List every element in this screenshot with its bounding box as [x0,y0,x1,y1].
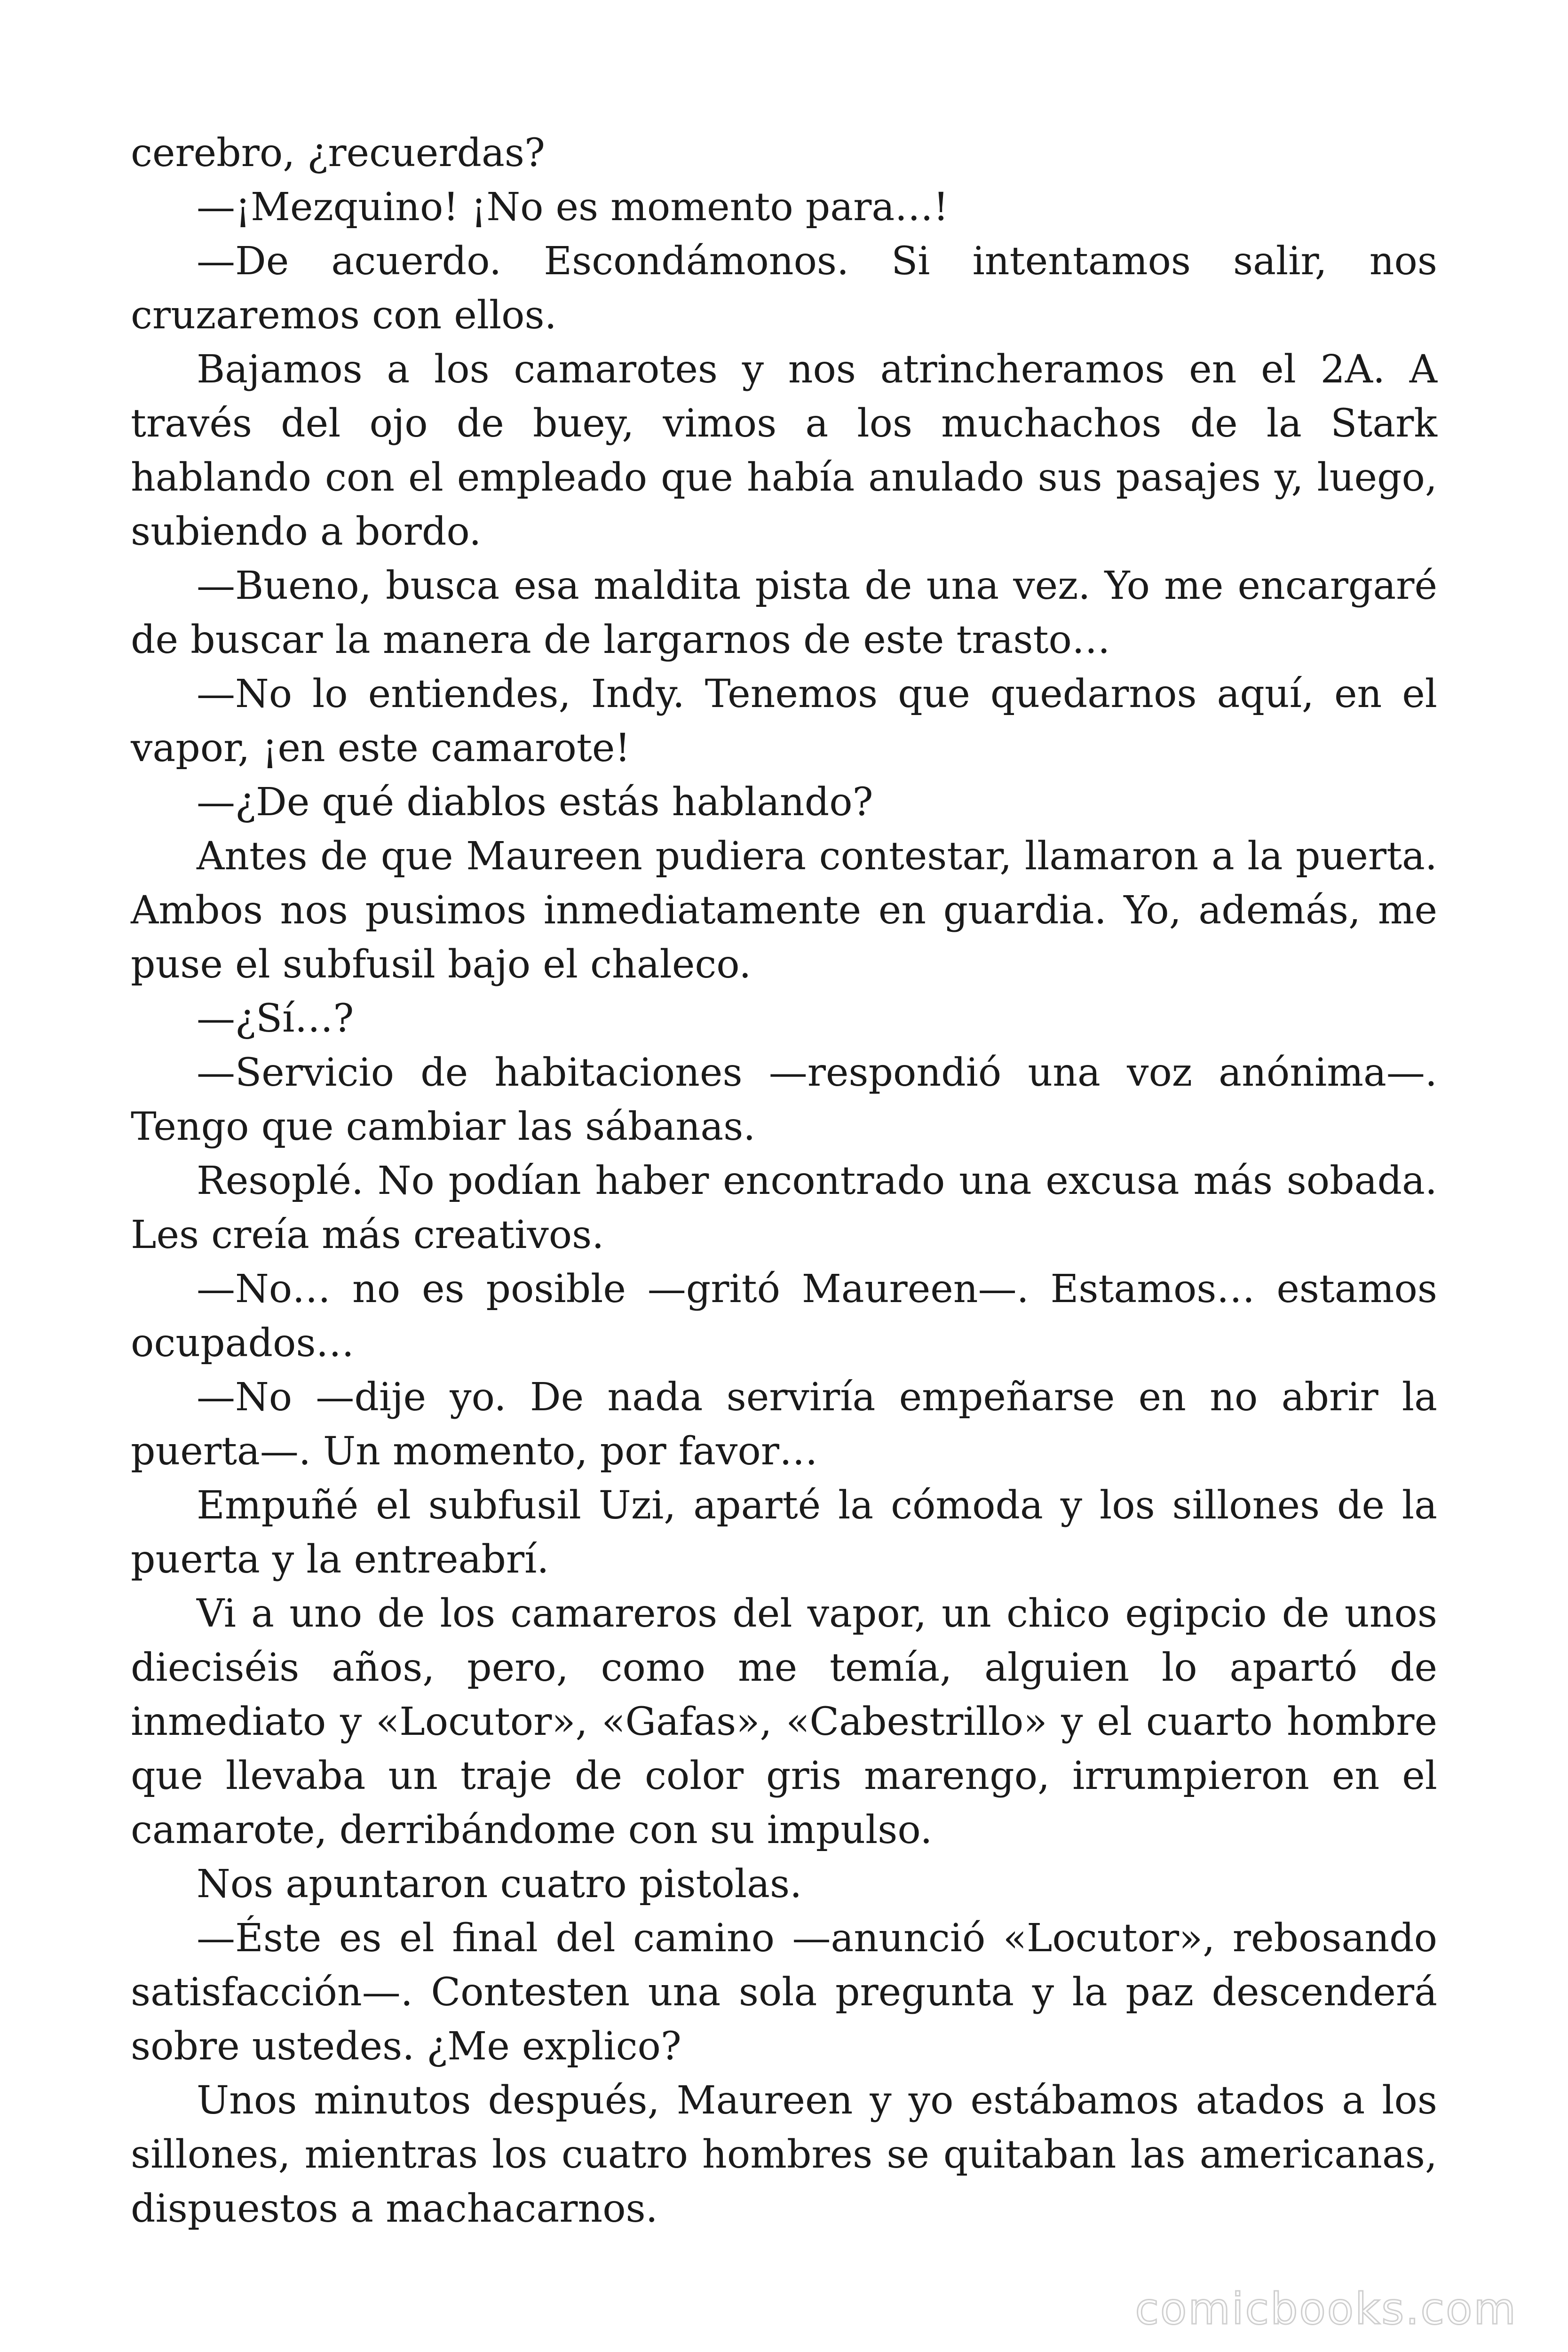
paragraph: —No lo entiendes, Indy. Tenemos que quedarnos aquí, en el vapor, ¡en este camarote! [131,672,1437,771]
watermark: comicbooks.com [1135,2284,1517,2334]
paragraph: Resoplé. No podían haber encontrado una excusa más sobada. Les creía más creativos. [131,1159,1437,1257]
paragraph: —Servicio de habitaciones —respondió una voz anónima—. Tengo que cambiar las sábanas. [131,1050,1437,1149]
paragraph: Empuñé el subfusil Uzi, aparté la cómoda y los sillones de la puerta y la entreabrí. [131,1483,1437,1582]
paragraph: —¡Mezquino! ¡No es momento para…! [197,185,949,230]
paragraph: —¿Sí…? [197,996,354,1041]
paragraph: Vi a uno de los camareros del vapor, un chico egipcio de unos dieciséis años, pero, como me temía, alguien lo apartó de inmediato y «Locutor», «Gafas», «Cabestrillo» y el cuarto hombre que llevaba un traje de color gris marengo, irrumpieron en el camarote, derribándome con su impulso. [131,1591,1437,1852]
paragraph: —¿De qué diablos estás hablando? [197,780,873,825]
paragraph: Antes de que Maureen pudiera contestar, llamaron a la puerta. Ambos nos pusimos inmediatamente en guardia. Yo, además, me puse el subfusil bajo el chaleco. [131,834,1437,987]
paragraph: —Éste es el final del camino —anunció «Locutor», rebosando satisfacción—. Contesten una sola pregunta y la paz descenderá sobre ustedes. ¿Me explico? [131,1916,1437,2069]
paragraph: Bajamos a los camarotes y nos atrincheramos en el 2A. A través del ojo de buey, vimos a los muchachos de la Stark hablando con el empleado que había anulado sus pasajes y, luego, subiendo a bordo. [131,347,1437,554]
paragraph: Nos apuntaron cuatro pistolas. [197,1862,802,1907]
body-text [131,126,1437,2236]
paragraph: —No… no es posible —gritó Maureen—. Estamos… estamos ocupados… [131,1267,1437,1366]
paragraph: —Bueno, busca esa maldita pista de una vez. Yo me encargaré de buscar la manera de largarnos de este trasto… [131,564,1437,662]
paragraph: —No —dije yo. De nada serviría empeñarse en no abrir la puerta—. Un momento, por favor… [131,1375,1437,1474]
paragraph: Unos minutos después, Maureen y yo estábamos atados a los sillones, mientras los cuatro hombres se quitaban las americanas, dispuestos a machacarnos. [131,2078,1437,2231]
paragraph: —De acuerdo. Escondámonos. Si intentamos salir, nos cruzaremos con ellos. [131,239,1437,338]
paragraph: cerebro, ¿recuerdas? [131,131,545,175]
